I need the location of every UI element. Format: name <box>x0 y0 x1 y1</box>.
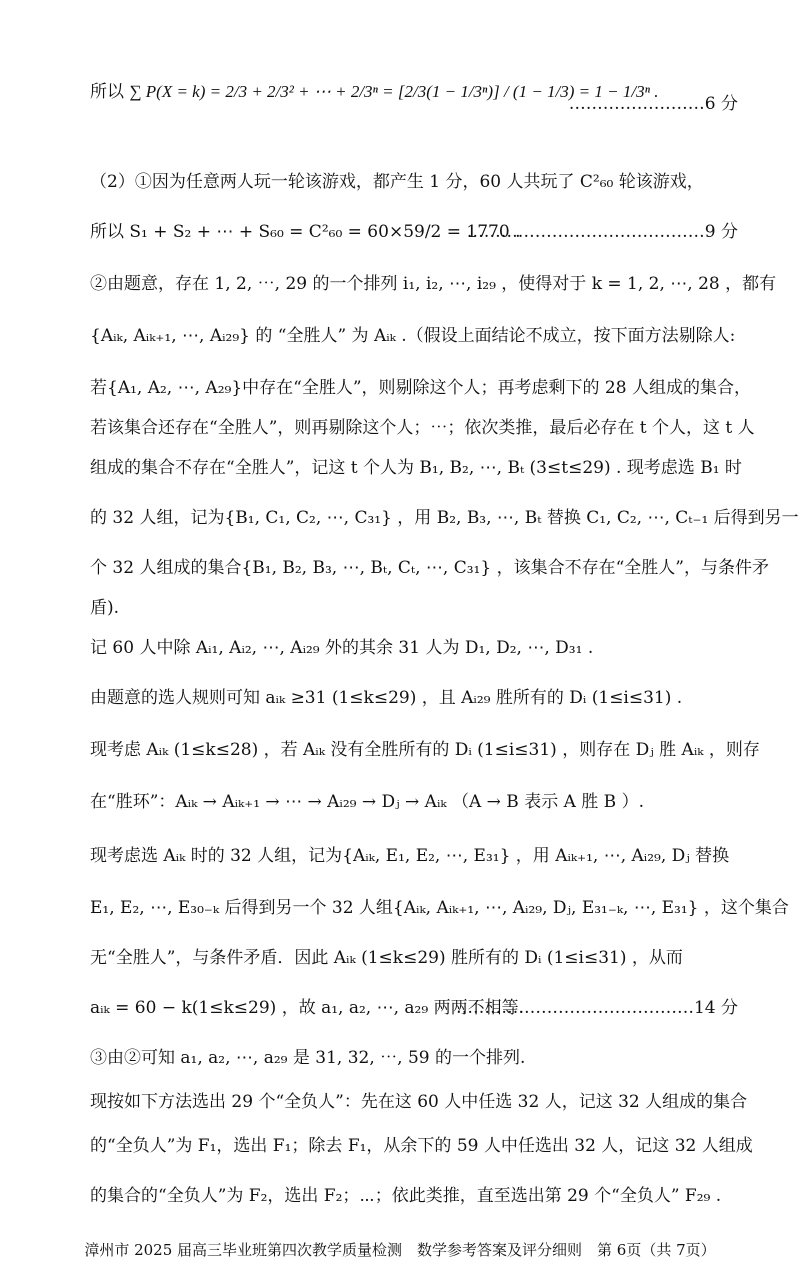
text-line-4: ②由题意，存在 1, 2, ⋯, 29 的一个排列 i₁, i₂, ⋯, i₂₉ ，使得对于 k = 1, 2, ⋯, 28 ，都有 <box>90 274 777 294</box>
text-line-20: ③由②可知 a₁, a₂, ⋯, a₂₉ 是 31, 32, ⋯, 59 的一个排列. <box>90 1048 526 1068</box>
s-sum-line: 所以 S₁ + S₂ + ⋯ + S₆₀ = C²₆₀ = 60×59/2 = 1770 . <box>90 222 521 242</box>
text-line-21: 现按如下方法选出 29 个“全负人”：先在这 60 人中任选 32 人，记这 32 人组成的集合 <box>90 1092 748 1112</box>
line-1-formula: ∑ P(X = k) = 2/3 + 2/3² + ⋯ + 2/3ⁿ = [2/3(1 − 1/3ⁿ)] / (1 − 1/3) = 1 − 1/3ⁿ . <box>129 82 659 101</box>
text-line-7: 若该集合还存在“全胜人”，则再剔除这个人；⋯；依次类推，最后必存在 t 个人，这 t 人 <box>90 418 755 438</box>
text-line-9: 的 32 人组，记为{B₁, C₁, C₂, ⋯, C₃₁} ，用 B₂, B₃, ⋯, Bₜ 替换 C₁, C₂, ⋯, Cₜ₋₁ 后得到另一 <box>90 508 799 528</box>
text-line-14: 现考虑 Aᵢₖ (1≤k≤28) ，若 Aᵢₖ 没有全胜所有的 Dᵢ (1≤i≤31) ，则存在 Dⱼ 胜 Aᵢₖ ，则存 <box>90 740 760 760</box>
page-footer: 漳州市 2025 届高三毕业班第四次教学质量检测 数学参考答案及评分细则 第 6页（共 7页） <box>84 1241 716 1259</box>
text-line-11: 盾). <box>90 598 120 618</box>
text-line-10: 个 32 人组成的集合{B₁, B₂, B₃, ⋯, Bₜ, Cₜ, ⋯, C₃₁} ，该集合不存在“全胜人”，与条件矛 <box>90 558 769 578</box>
text-line-19: aᵢₖ = 60 − k(1≤k≤29) ，故 a₁, a₂, ⋯, a₂₉ 两两不相等. <box>90 998 524 1018</box>
part-2-line: （2）①因为任意两人玩一轮该游戏，都产生 1 分，60 人共玩了 C²₆₀ 轮该游戏， <box>90 172 704 192</box>
text-line-5: {Aᵢₖ, Aᵢₖ₊₁, ⋯, Aᵢ₂₉} 的 “全胜人” 为 Aᵢₖ .（假设上面结论不成立，按下面方法剔除人: <box>90 326 736 346</box>
text-line-13: 由题意的选人规则可知 aᵢₖ ≥31 (1≤k≤29) ，且 Aᵢ₂₉ 胜所有的 Dᵢ (1≤i≤31) . <box>90 688 683 708</box>
text-line-18: 无“全胜人”，与条件矛盾．因此 Aᵢₖ (1≤k≤29) 胜所有的 Dᵢ (1≤i≤31) ，从而 <box>90 948 683 968</box>
score-9: ……………………………………9 分 <box>466 222 738 242</box>
text-line-22: 的“全负人”为 F₁，选出 F₁；除去 F₁，从余下的 59 人中任选出 32 人，记这 32 人组成 <box>90 1136 753 1156</box>
text-line-12: 记 60 人中除 Aᵢ₁, Aᵢ₂, ⋯, Aᵢ₂₉ 外的其余 31 人为 D₁, D₂, ⋯, D₃₁ . <box>90 638 594 658</box>
text-line-17: E₁, E₂, ⋯, E₃₀₋ₖ 后得到另一个 32 人组{Aᵢₖ, Aᵢₖ₊₁, ⋯, Aᵢ₂₉, Dⱼ, E₃₁₋ₖ, ⋯, E₃₁} ，这个集合 <box>90 898 789 918</box>
score-14: ……………………………………14 分 <box>455 998 738 1018</box>
text-line-16: 现考虑选 Aᵢₖ 时的 32 人组，记为{Aᵢₖ, E₁, E₂, ⋯, E₃₁} ，用 Aᵢₖ₊₁, ⋯, Aᵢ₂₉, Dⱼ 替换 <box>90 846 730 866</box>
text-line-23: 的集合的“全负人”为 F₂，选出 F₂；⋯；依此类推，直至选出第 29 个“全负人” F₂₉ . <box>90 1186 722 1206</box>
text-line-8: 组成的集合不存在“全胜人”，记这 t 个人为 B₁, B₂, ⋯, Bₜ (3≤t≤29) . 现考虑选 B₁ 时 <box>90 458 742 478</box>
line-1-prefix: 所以 <box>90 82 124 102</box>
score-6: ……………………6 分 <box>568 94 738 114</box>
text-line-6: 若{A₁, A₂, ⋯, A₂₉}中存在“全胜人”，则剔除这个人；再考虑剩下的 28 人组成的集合， <box>90 378 751 398</box>
text-line-15: 在“胜环”：Aᵢₖ → Aᵢₖ₊₁ → ⋯ → Aᵢ₂₉ → Dⱼ → Aᵢₖ （A → B 表示 A 胜 B ）. <box>90 792 644 812</box>
